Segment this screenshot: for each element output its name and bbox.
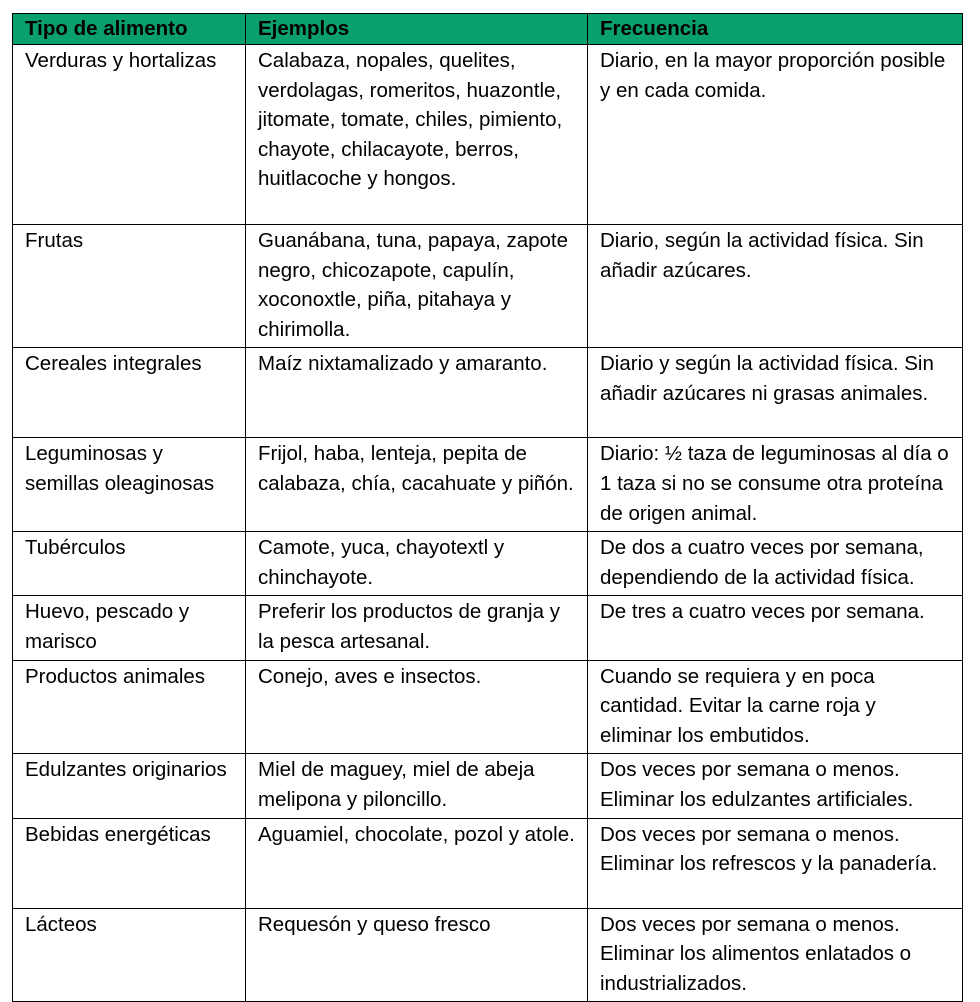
table-row: [13, 532, 963, 596]
column-header-tipo: Tipo de alimento: [13, 14, 246, 45]
cell-tipo: Leguminosas y semillas oleaginosas: [13, 438, 246, 532]
cell-ejemplos: Miel de maguey, miel de abeja melipona y piloncillo.: [246, 754, 588, 818]
cell-frecuencia: Diario y según la actividad física. Sin añadir azúcares ni grasas animales.: [588, 348, 963, 438]
cell-tipo: Huevo, pescado y marisco: [13, 596, 246, 660]
cell-tipo: Productos animales: [13, 660, 246, 754]
cell-tipo: Frutas: [13, 225, 246, 348]
cell-ejemplos: Frijol, haba, lenteja, pepita de calabaza, chía, cacahuate y piñón.: [246, 438, 588, 532]
table-row: [13, 438, 963, 532]
cell-ejemplos: Preferir los productos de granja y la pesca artesanal.: [246, 596, 588, 660]
cell-frecuencia: Diario, en la mayor proporción posible y en cada comida.: [588, 45, 963, 225]
cell-tipo: Lácteos: [13, 908, 246, 1002]
table-row: [13, 45, 963, 225]
food-frequency-table: [12, 13, 963, 1002]
cell-ejemplos: Conejo, aves e insectos.: [246, 660, 588, 754]
table-row: [13, 225, 963, 348]
cell-tipo: Edulzantes originarios: [13, 754, 246, 818]
table-row: [13, 660, 963, 754]
table-row: [13, 754, 963, 818]
cell-frecuencia: Diario: ½ taza de leguminosas al día o 1 taza si no se consume otra proteína de origen animal.: [588, 438, 963, 532]
cell-frecuencia: Dos veces por semana o menos. Eliminar los alimentos enlatados o industrializados.: [588, 908, 963, 1002]
column-header-ejemplos: Ejemplos: [246, 14, 588, 45]
cell-frecuencia: De dos a cuatro veces por semana, dependiendo de la actividad física.: [588, 532, 963, 596]
table-row: [13, 908, 963, 1002]
cell-ejemplos: Maíz nixtamalizado y amaranto.: [246, 348, 588, 438]
header-row: [13, 14, 963, 45]
cell-frecuencia: Diario, según la actividad física. Sin añadir azúcares.: [588, 225, 963, 348]
cell-ejemplos: Guanábana, tuna, papaya, zapote negro, chicozapote, capulín, xoconoxtle, piña, pitahaya y chirimolla.: [246, 225, 588, 348]
table-header: [13, 14, 963, 45]
cell-frecuencia: Dos veces por semana o menos. Eliminar los edulzantes artificiales.: [588, 754, 963, 818]
column-header-frecuencia: Frecuencia: [588, 14, 963, 45]
cell-ejemplos: Calabaza, nopales, quelites, verdolagas, romeritos, huazontle, jitomate, tomate, chiles, pimiento, chayote, chilacayote, berros, huitlacoche y hongos.: [246, 45, 588, 225]
table-row: [13, 348, 963, 438]
cell-tipo: Cereales integrales: [13, 348, 246, 438]
cell-ejemplos: Aguamiel, chocolate, pozol y atole.: [246, 818, 588, 908]
table-row: [13, 818, 963, 908]
table-row: [13, 596, 963, 660]
food-frequency-table-container: [12, 13, 962, 1002]
cell-frecuencia: Cuando se requiera y en poca cantidad. Evitar la carne roja y eliminar los embutidos.: [588, 660, 963, 754]
cell-ejemplos: Requesón y queso fresco: [246, 908, 588, 1002]
cell-tipo: Verduras y hortalizas: [13, 45, 246, 225]
cell-frecuencia: Dos veces por semana o menos. Eliminar los refrescos y la panadería.: [588, 818, 963, 908]
cell-tipo: Bebidas energéticas: [13, 818, 246, 908]
cell-frecuencia: De tres a cuatro veces por semana.: [588, 596, 963, 660]
table-body: [13, 45, 963, 1002]
cell-ejemplos: Camote, yuca, chayotextl y chinchayote.: [246, 532, 588, 596]
cell-tipo: Tubérculos: [13, 532, 246, 596]
